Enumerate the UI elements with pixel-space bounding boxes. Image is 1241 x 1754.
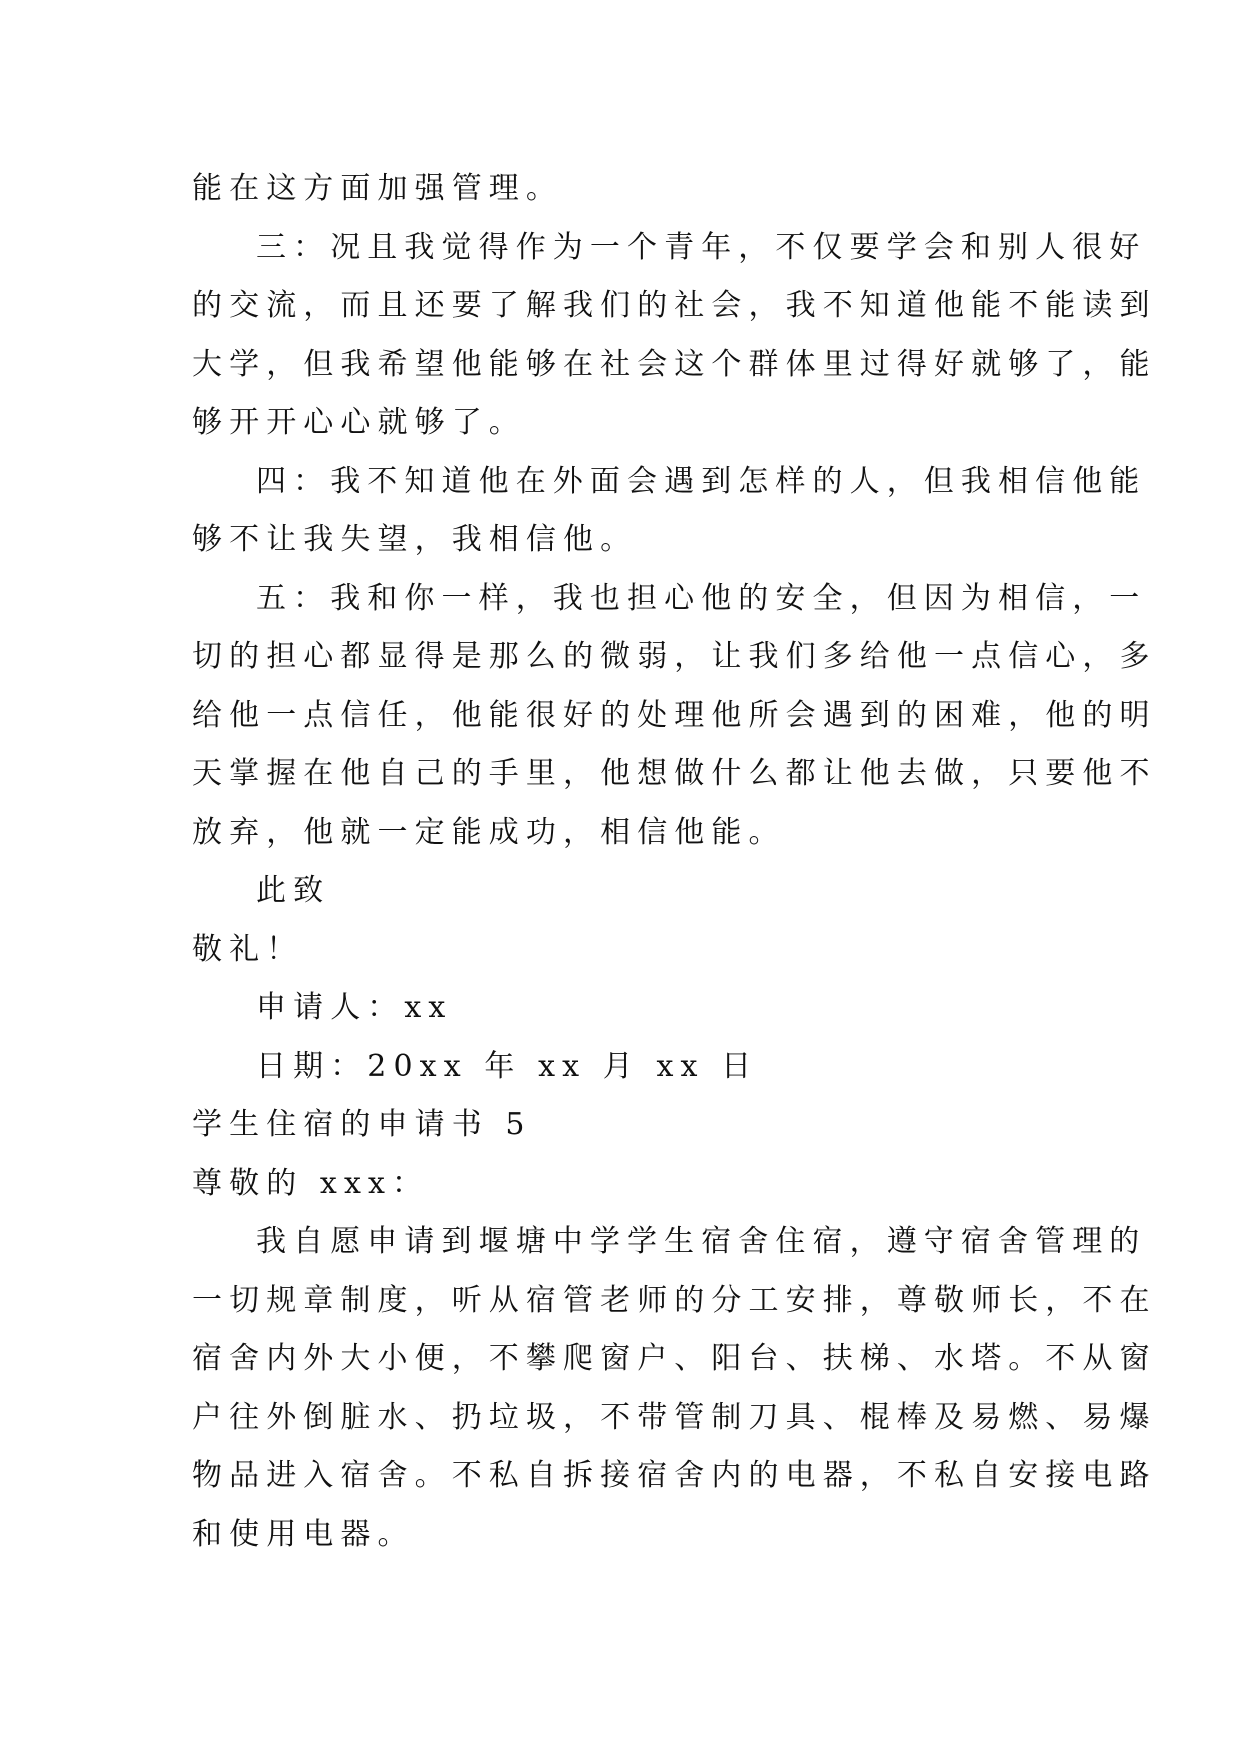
text-line: 能在这方面加强管理。 [192,171,563,206]
body-paragraph-start: 我自愿申请到堰塘中学学生宿舍住宿，遵守宿舍管理的 [256,1224,1147,1259]
text-line: 切的担心都显得是那么的微弱，让我们多给他一点信心，多 [192,639,1157,674]
text-line: 户往外倒脏水、扔垃圾，不带管制刀具、棍棒及易燃、易爆 [192,1399,1157,1435]
text-line: 够开开心心就够了。 [192,405,526,440]
text-line: 放弃，他就一定能成功，相信他能。 [192,814,786,850]
text-line: 一切规章制度，听从宿管老师的分工安排，尊敬师长，不在 [192,1282,1157,1318]
document-page [192,160,1157,1564]
closing-salutation: 此致 [256,873,331,908]
applicant-line: 申请人：xx [256,990,453,1025]
paragraph-four-start: 四：我不知道他在外面会遇到怎样的人，但我相信他能 [256,463,1147,499]
text-line: 天掌握在他自己的手里，他想做什么都让他去做，只要他不 [192,756,1157,791]
text-line: 宿舍内外大小便，不攀爬窗户、阳台、扶梯、水塔。不从窗 [192,1341,1157,1376]
text-line: 大学，但我希望他能够在社会这个群体里过得好就够了，能 [192,346,1157,382]
text-line: 给他一点信任，他能很好的处理他所会遇到的困难，他的明 [192,697,1157,733]
closing-regards: 敬礼！ [192,931,304,967]
paragraph-five-start: 五：我和你一样，我也担心他的安全，但因为相信，一 [256,580,1147,616]
paragraph-three-start: 三：况且我觉得作为一个青年，不仅要学会和别人很好 [256,229,1147,265]
section-title: 学生住宿的申请书 5 [192,1107,532,1142]
date-line: 日期：20xx 年 xx 月 xx 日 [256,1048,759,1084]
text-line: 和使用电器。 [192,1516,415,1552]
text-line: 够不让我失望，我相信他。 [192,522,638,557]
text-line: 的交流，而且还要了解我们的社会，我不知道他能不能读到 [192,288,1157,323]
greeting-line: 尊敬的 xxx： [192,1165,430,1201]
text-line: 物品进入宿舍。不私自拆接宿舍内的电器，不私自安接电路 [192,1458,1157,1493]
